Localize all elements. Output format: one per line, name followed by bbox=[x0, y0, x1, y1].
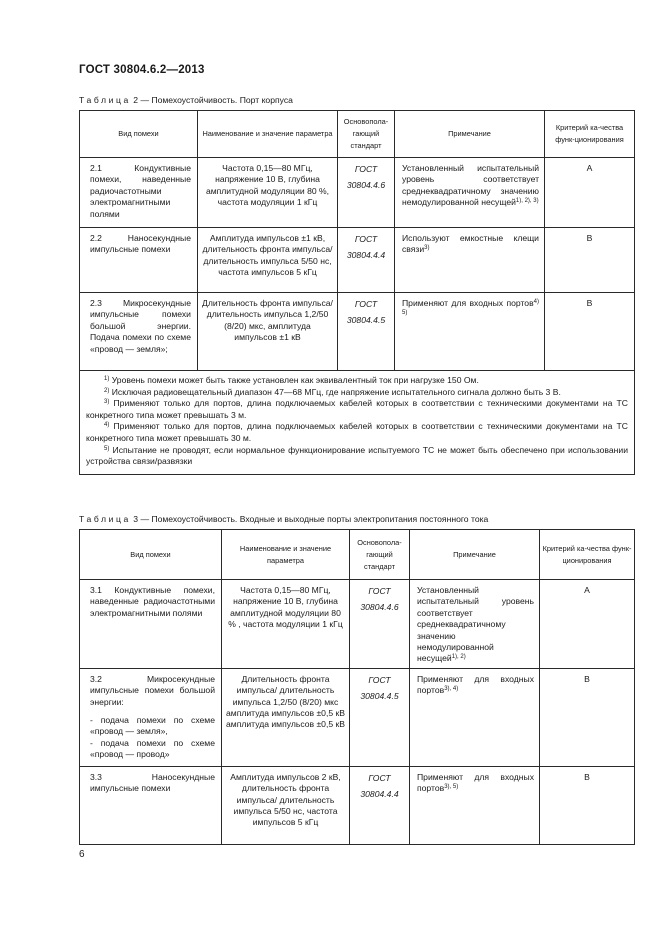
row-2-2-type: 2.2 Наносекундные импульсные помехи bbox=[80, 228, 198, 293]
table2-col-param: Наименование и значение параметра bbox=[198, 111, 338, 158]
row-2-1-note: Установленный испытательный уровень соответствует среднеквадратичному значению немодулированной несущей$^{1), 2), 3)}$ bbox=[395, 158, 545, 228]
footnote-ref: 3), 5) bbox=[444, 784, 459, 791]
table2-caption-word: Таблица bbox=[79, 95, 131, 105]
row-2-3-param: Длительность фронта импульса/длительность импульса 1,2/50 (8/20) мкс, амплитуда импульсов ±1 кВ bbox=[198, 293, 338, 371]
table2 bbox=[79, 110, 635, 475]
footnote-ref: 3) bbox=[424, 245, 430, 252]
table2-col-criterion: Критерий ка-чества функ-ционирования bbox=[545, 111, 635, 158]
table3-caption-word: Таблица bbox=[79, 514, 131, 524]
row-3-1-note: Установленный испытательный уровень соответствует среднеквадратичному значению немодулированной несущей$^{1), 2)}$ bbox=[410, 580, 540, 669]
row-3-3-type: 3.3 Наносекундные импульсные помехи bbox=[80, 766, 222, 844]
table2-footnotes bbox=[80, 371, 635, 475]
footnote: $^{4)}$ Применяют только для портов, длина подключаемых кабелей которых в соответствии с техническими документами на ТС конкретного типа может превышать 30 м. bbox=[86, 421, 628, 443]
row-3-2-param: Длительность фронта импульса/ длительность импульса 1,2/50 (8/20) мкс амплитуда импульсов ±0,5 кВ амплитуда импульсов ±0,5 кВ bbox=[222, 668, 350, 766]
table2-col-type: Вид помехи bbox=[80, 111, 198, 158]
row-3-1-param: Частота 0,15—80 МГц, напряжение 10 В, глубина амплитудной модуляции 80 % , частота модуляции 1 кГц bbox=[222, 580, 350, 669]
table-row bbox=[80, 580, 635, 669]
footnote: $^{3)}$ Применяют только для портов, длина подключаемых кабелей которых в соответствии с техническими документами на ТС конкретного типа может превышать 3 м. bbox=[86, 398, 628, 420]
footnote: $^{5)}$ Испытание не проводят, если нормальное функционирование испытуемого ТС не может быть обеспечено при использовании устройства связи/развязки bbox=[86, 444, 629, 467]
table3-col-param: Наименование и значение параметра bbox=[222, 530, 350, 580]
row-3-2-note: Применяют для входных портов$^{3), 4)}$ bbox=[410, 668, 540, 766]
row-2-2-criterion: B bbox=[545, 228, 635, 293]
table2-col-standard: Основопола-гающий стандарт bbox=[338, 111, 395, 158]
table-row bbox=[80, 228, 635, 293]
table3-header-row bbox=[80, 530, 635, 580]
table-row bbox=[80, 766, 635, 844]
row-3-2-standard: ГОСТ 30804.4.5 bbox=[350, 668, 410, 766]
row-2-2-note: Используют емкостные клещи связи$^{3)}$ bbox=[395, 228, 545, 293]
footnote-ref: 1), 2), 3) bbox=[515, 198, 539, 205]
footnote-ref: 3), 4) bbox=[444, 686, 459, 693]
row-2-1-criterion: A bbox=[545, 158, 635, 228]
table-row bbox=[80, 668, 635, 766]
row-3-2-criterion: B bbox=[540, 668, 635, 766]
row-2-1-type: 2.1 Кондуктивные помехи, наведенные радиочастотными электромагнитными полями bbox=[80, 158, 198, 228]
table3 bbox=[79, 529, 635, 845]
table-row bbox=[80, 293, 635, 371]
table3-col-note: Примечание bbox=[410, 530, 540, 580]
footnote: $^{2)}$ Исключая радиовещательный диапазон 47—68 МГц, где напряжение испытательного сигнала должно быть 3 В. bbox=[104, 386, 561, 397]
row-3-1-criterion: A bbox=[540, 580, 635, 669]
table3-col-criterion: Критерий ка-чества функ-ционирования bbox=[540, 530, 635, 580]
row-2-3-criterion: B bbox=[545, 293, 635, 371]
row-3-3-standard: ГОСТ 30804.4.4 bbox=[350, 766, 410, 844]
table3-caption bbox=[79, 514, 488, 524]
row-2-3-note: Применяют для входных портов$^{4) 5)}$ bbox=[395, 293, 545, 371]
row-2-1-standard: ГОСТ 30804.4.6 bbox=[338, 158, 395, 228]
footnote: $^{1)}$ Уровень помехи может быть также установлен как эквивалентный ток при нагрузке 150 Ом. bbox=[104, 375, 479, 385]
row-2-3-type: 2.3 Микросекундные импульсные помехи большой энергии. Подача помехи по схеме «провод — земля»; bbox=[80, 293, 198, 371]
table3-col-standard: Основопола-гающий стандарт bbox=[350, 530, 410, 580]
row-3-2-type: 3.2 Микросекундные импульсные помехи большой энергии: - подача помехи по схеме «провод — земля», - подача помехи по схеме «провод — провод» bbox=[80, 668, 222, 766]
table3-col-type: Вид помехи bbox=[80, 530, 222, 580]
table-row bbox=[80, 158, 635, 228]
row-3-3-criterion: B bbox=[540, 766, 635, 844]
row-2-1-param: Частота 0,15—80 МГц, напряжение 10 В, глубина амплитудной модуляции 80 %, частота модуляции 1 кГц bbox=[198, 158, 338, 228]
row-3-3-param: Амплитуда импульсов 2 кВ, длительность фронта импульса/ длительность импульса 5/50 нс, частота импульсов 5 кГц bbox=[222, 766, 350, 844]
footnote-ref: 4) 5) bbox=[402, 299, 539, 317]
table2-footnotes-row bbox=[80, 371, 635, 475]
table2-col-note: Примечание bbox=[395, 111, 545, 158]
row-2-2-standard: ГОСТ 30804.4.4 bbox=[338, 228, 395, 293]
row-3-1-type: 3.1 Кондуктивные помехи, наведенные радиочастотными электромагнитными полями bbox=[80, 580, 222, 669]
table2-caption-text: 2 — Помехоустойчивость. Порт корпуса bbox=[130, 95, 293, 105]
table2-caption bbox=[79, 95, 293, 105]
document-title: ГОСТ 30804.6.2—2013 bbox=[79, 64, 205, 76]
footnote-ref: 1), 2) bbox=[451, 654, 466, 661]
page-number: 6 bbox=[79, 849, 85, 860]
table2-header-row bbox=[80, 111, 635, 158]
row-3-3-note: Применяют для входных портов$^{3), 5)}$ bbox=[410, 766, 540, 844]
table3-caption-text: 3 — Помехоустойчивость. Входные и выходные порты электропитания постоянного тока bbox=[130, 514, 489, 524]
row-2-3-standard: ГОСТ 30804.4.5 bbox=[338, 293, 395, 371]
list-item: - подача помехи по схеме «провод — провод» bbox=[90, 737, 215, 760]
row-3-1-standard: ГОСТ 30804.4.6 bbox=[350, 580, 410, 669]
row-2-2-param: Амплитуда импульсов ±1 кВ, длительность фронта импульса/ длительность импульса 5/50 нс, частота импульсов 5 кГц bbox=[198, 228, 338, 293]
list-item: - подача помехи по схеме «провод — земля», bbox=[90, 715, 215, 737]
